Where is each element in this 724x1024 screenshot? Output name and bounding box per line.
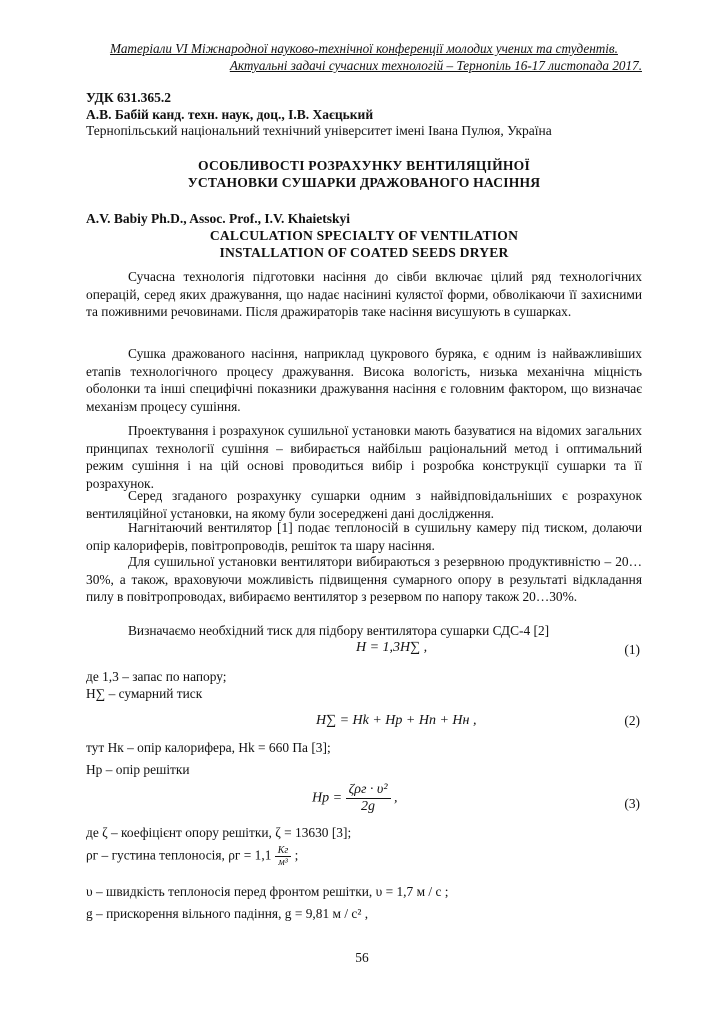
paragraph-6: Для сушильної установки вентилятори вибираються з резервною продуктивністю – 20…30%, а також, враховуючи можливість підвищення сумарного опору в результаті відкладання пилу в повітропроводах, вибираємо вентилятор з резервом по напору також 20…30%. (86, 554, 642, 605)
text-kalorifer: тут Hк – опір калорифера, Hk = 660 Па [3]; (86, 740, 331, 755)
paragraph-1: Сучасна технологія підготовки насіння до сівби включає цілий ряд технологічних операцій, серед яких дражування, що надає насінині кулястої форми, обволікаючи її захисними та поживними речовинами. Після дражираторів таке насіння висушують в сушарках. (86, 269, 642, 320)
conference-header (86, 40, 642, 74)
paragraph-2: Сушка дражованого насіння, наприклад цукрового буряка, є одним із найважливіших етапів технологічного процесу дражування. Висока вологість, низька механічна міцність оболонки та інші специфічні показники дражування насіння є головним фактором, що визначає механізм процесу сушіння. (86, 346, 642, 414)
rho-prefix: ρг – густина теплоносія, ρг = 1,1 (86, 847, 272, 863)
title-en-line-1: CALCULATION SPECIALTY OF VENTILATION (209, 228, 519, 243)
rho-unit-num: Кг (275, 845, 292, 857)
paragraph-4: Серед згаданого розрахунку сушарки одним з найвідповідальніших є розрахунок вентиляційної установки, на якому були зосереджені дані дослідження. (86, 488, 642, 521)
title-ua-line-1: ОСОБЛИВОСТІ РОЗРАХУНКУ ВЕНТИЛЯЦІЙНОЇ (198, 158, 530, 173)
paragraph-5: Нагнітаючий вентилятор [1] подає теплоносій в сушильну камеру під тиском, долаючи опір калориферів, повітропроводів, решіток та шару насіння. (86, 520, 642, 553)
rho-unit-den: м³ (278, 857, 288, 868)
equation-3-denominator: 2g (361, 799, 376, 814)
header-line-2: Актуальні задачі сучасних технологій – Тернопіль 16-17 листопада 2017. (229, 58, 642, 73)
affiliation: Тернопільський національний технічний університет імені Івана Пулюя, Україна (86, 123, 552, 138)
paragraph-3: Проектування і розрахунок сушильної установки мають базуватися на відомих загальних принципах технології сушіння – вибирається найбільш раціональний метод і оптимальний режим сушіння і на цій основі проводиться вибір і розробка конструкції сушарки та її розрахунок. (86, 423, 642, 491)
title-en-line-2: INSTALLATION OF COATED SEEDS DRYER (219, 245, 509, 260)
rho-suffix: ; (294, 847, 299, 863)
equation-3-fraction (346, 782, 391, 815)
authors-ukrainian: А.В. Бабій канд. техн. наук, доц., І.В. Хаєцький (86, 107, 374, 122)
text-zeta: де ζ – коефіцієнт опору решітки, ζ = 13630 [3]; (86, 825, 352, 840)
text-velocity: υ – швидкість теплоносія перед фронтом решітки, υ = 1,7 м / с ; (86, 884, 449, 899)
title-ukrainian (86, 157, 642, 191)
equation-1: H = 1,3H∑ , (356, 640, 428, 655)
equation-2-number: (2) (624, 713, 640, 728)
text-zapas: де 1,3 – запас по напору; (86, 669, 227, 684)
title-ua-line-2: УСТАНОВКИ СУШАРКИ ДРАЖОВАНОГО НАСІННЯ (187, 175, 541, 190)
equation-2: H∑ = Hk + Hp + Hп + Hн , (316, 713, 477, 728)
text-rho (86, 845, 298, 868)
equation-3 (312, 782, 398, 815)
paragraph-7: Визначаємо необхідний тиск для підбору вентилятора сушарки СДС-4 [2] (128, 623, 550, 638)
page-number: 56 (355, 950, 369, 965)
rho-unit-fraction (275, 845, 292, 868)
equation-3-lhs: Hp = (312, 790, 343, 806)
text-hp: Hр – опір решітки (86, 762, 190, 777)
equation-1-number: (1) (624, 642, 640, 657)
title-english (86, 227, 642, 261)
udk-code: УДК 631.365.2 (86, 90, 171, 105)
equation-3-tail: , (394, 790, 398, 806)
authors-english: A.V. Babiy Ph.D., Assoc. Prof., I.V. Khaietskyi (86, 211, 351, 226)
text-gravity: g – прискорення вільного падіння, g = 9,81 м / с² , (86, 906, 369, 921)
header-line-1: Матеріали VІ Міжнародної науково-технічної конференції молодих учених та студентів. (110, 41, 618, 56)
text-hsum: H∑ – сумарний тиск (86, 686, 203, 701)
equation-3-numerator: ζρг · υ² (346, 782, 391, 799)
equation-3-number: (3) (624, 796, 640, 811)
